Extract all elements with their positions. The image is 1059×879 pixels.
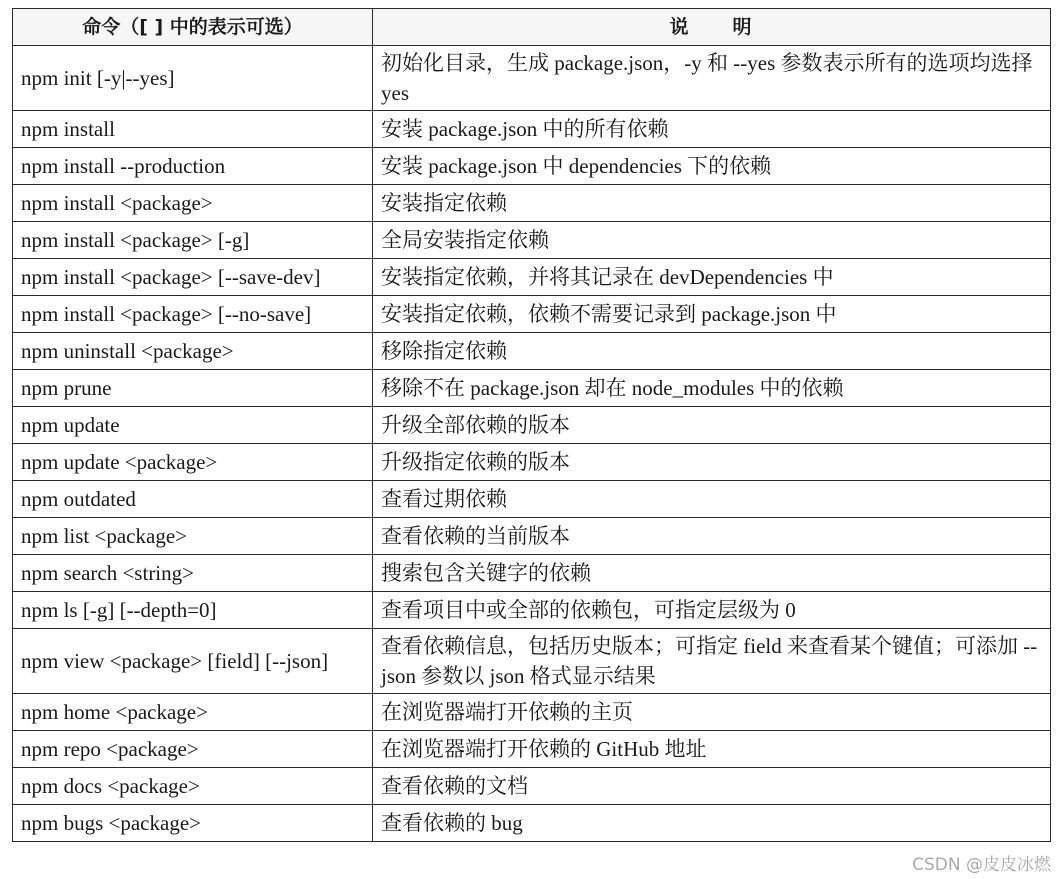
table-row — [13, 805, 1051, 842]
table-header-row — [13, 9, 1051, 46]
description-cell: 查看依赖信息，包括历史版本；可指定 field 来查看某个键值；可添加 --json 参数以 json 格式显示结果 — [373, 629, 1051, 694]
command-cell: npm search <string> — [13, 555, 373, 592]
command-cell: npm install --production — [13, 148, 373, 185]
table-row — [13, 444, 1051, 481]
description-cell: 查看依赖的当前版本 — [373, 518, 1051, 555]
table-row — [13, 518, 1051, 555]
command-cell: npm update <package> — [13, 444, 373, 481]
table-row — [13, 629, 1051, 694]
description-cell: 升级指定依赖的版本 — [373, 444, 1051, 481]
watermark: CSDN @皮皮冰燃 — [912, 855, 1051, 875]
table-row — [13, 333, 1051, 370]
command-cell: npm bugs <package> — [13, 805, 373, 842]
command-cell: npm view <package> [field] [--json] — [13, 629, 373, 694]
command-cell: npm outdated — [13, 481, 373, 518]
description-cell: 查看依赖的 bug — [373, 805, 1051, 842]
table-row — [13, 407, 1051, 444]
description-cell: 升级全部依赖的版本 — [373, 407, 1051, 444]
table-row — [13, 370, 1051, 407]
command-cell: npm install <package> [-g] — [13, 222, 373, 259]
command-cell: npm install — [13, 111, 373, 148]
description-cell: 查看依赖的文档 — [373, 768, 1051, 805]
description-cell: 搜索包含关键字的依赖 — [373, 555, 1051, 592]
command-cell: npm install <package> — [13, 185, 373, 222]
table-row — [13, 694, 1051, 731]
description-cell: 查看过期依赖 — [373, 481, 1051, 518]
description-cell: 安装 package.json 中的所有依赖 — [373, 111, 1051, 148]
table-body — [13, 46, 1051, 842]
table-row — [13, 222, 1051, 259]
description-cell: 全局安装指定依赖 — [373, 222, 1051, 259]
table-row — [13, 555, 1051, 592]
description-column-header: 说 明 — [373, 9, 1051, 46]
command-cell: npm list <package> — [13, 518, 373, 555]
description-cell: 安装指定依赖 — [373, 185, 1051, 222]
command-cell: npm repo <package> — [13, 731, 373, 768]
description-cell: 安装指定依赖，并将其记录在 devDependencies 中 — [373, 259, 1051, 296]
description-cell: 在浏览器端打开依赖的主页 — [373, 694, 1051, 731]
command-column-header: 命令（[ ] 中的表示可选） — [13, 9, 373, 46]
table-row — [13, 481, 1051, 518]
description-cell: 在浏览器端打开依赖的 GitHub 地址 — [373, 731, 1051, 768]
table-row — [13, 768, 1051, 805]
table-row — [13, 731, 1051, 768]
command-cell: npm install <package> [--no-save] — [13, 296, 373, 333]
description-cell: 安装指定依赖，依赖不需要记录到 package.json 中 — [373, 296, 1051, 333]
command-cell: npm install <package> [--save-dev] — [13, 259, 373, 296]
table-row — [13, 296, 1051, 333]
table-row — [13, 148, 1051, 185]
command-cell: npm docs <package> — [13, 768, 373, 805]
description-cell: 移除指定依赖 — [373, 333, 1051, 370]
command-cell: npm uninstall <package> — [13, 333, 373, 370]
table-row — [13, 259, 1051, 296]
table-row — [13, 111, 1051, 148]
description-cell: 安装 package.json 中 dependencies 下的依赖 — [373, 148, 1051, 185]
command-cell: npm init [-y|--yes] — [13, 46, 373, 111]
command-cell: npm ls [-g] [--depth=0] — [13, 592, 373, 629]
description-cell: 移除不在 package.json 却在 node_modules 中的依赖 — [373, 370, 1051, 407]
command-cell: npm update — [13, 407, 373, 444]
description-cell: 查看项目中或全部的依赖包，可指定层级为 0 — [373, 592, 1051, 629]
table-row — [13, 592, 1051, 629]
description-cell: 初始化目录，生成 package.json，-y 和 --yes 参数表示所有的选项均选择 yes — [373, 46, 1051, 111]
table-row — [13, 185, 1051, 222]
npm-command-table — [12, 8, 1051, 842]
command-cell: npm prune — [13, 370, 373, 407]
table-row — [13, 46, 1051, 111]
command-cell: npm home <package> — [13, 694, 373, 731]
